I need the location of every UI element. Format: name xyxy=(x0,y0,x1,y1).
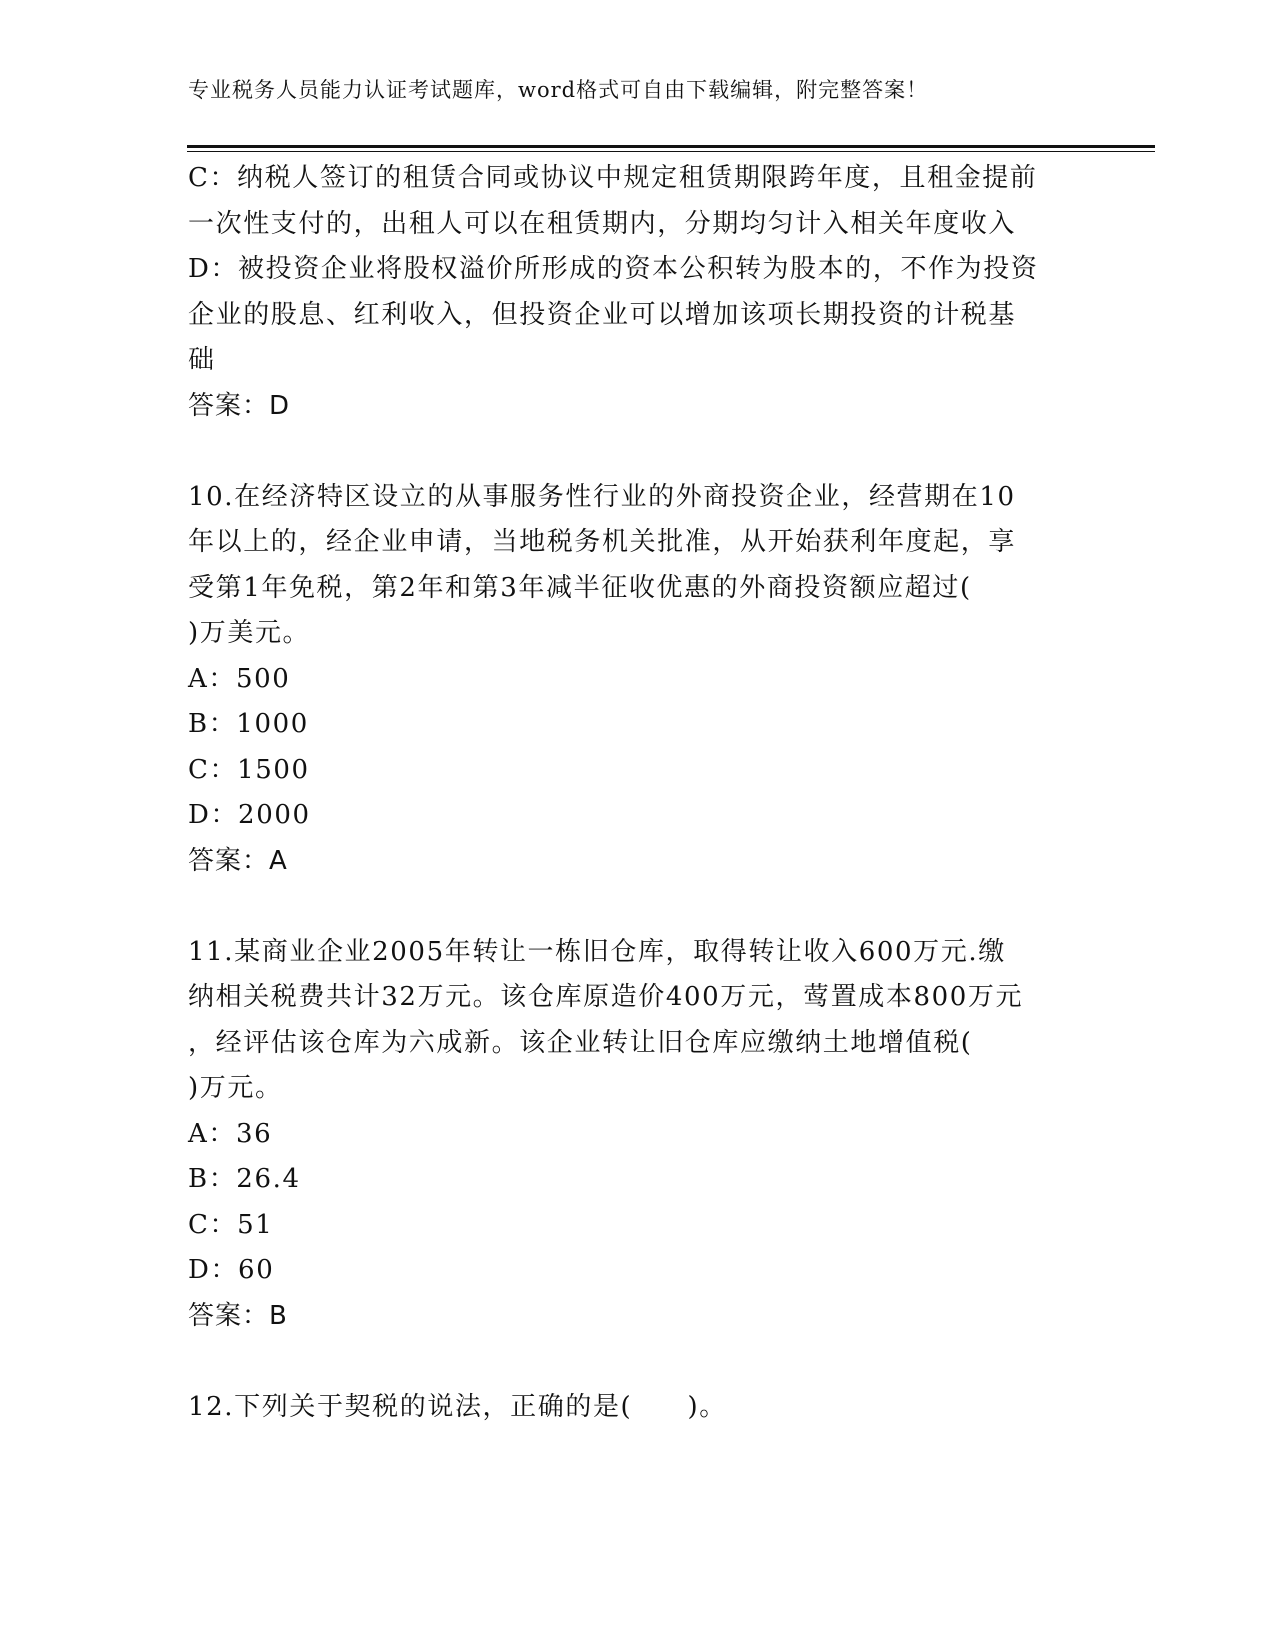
option-text-line: 企业的股息、红利收入，但投资企业可以增加该项长期投资的计税基 xyxy=(188,299,1017,330)
spacer xyxy=(188,429,1068,475)
option-text-line: 一次性支付的，出租人可以在租赁期内，分期均匀计入相关年度收入 xyxy=(188,208,1017,239)
header-rule-thin xyxy=(187,151,1155,152)
spacer xyxy=(188,1339,1068,1385)
option-b: B：1000 xyxy=(188,709,309,739)
header-rule-thick xyxy=(187,145,1155,148)
spacer xyxy=(188,884,1068,930)
question-stem-line: ，经评估该仓库为六成新。该企业转让旧仓库应缴纳土地增值税( xyxy=(188,1027,973,1058)
question-stem-line: 受第1年免税，第2年和第3年减半征收优惠的外商投资额应超过( xyxy=(188,572,972,603)
document-body xyxy=(188,156,1068,1430)
option-a: A：36 xyxy=(188,1118,273,1149)
option-text-line: C：纳税人签订的租赁合同或协议中规定租赁期限跨年度，且租金提前 xyxy=(188,163,1038,193)
option-c: C：1500 xyxy=(188,754,310,785)
answer-label: 答案：B xyxy=(188,1300,288,1331)
prev-question xyxy=(188,156,1068,429)
question-stem-line: 11.某商业企业2005年转让一栋旧仓库，取得转让收入600万元.缴 xyxy=(188,936,1006,967)
option-text-line: 础 xyxy=(188,345,216,375)
question-stem-line: )万美元。 xyxy=(188,618,311,648)
question-11 xyxy=(188,930,1068,1340)
option-d: D：60 xyxy=(188,1255,275,1285)
question-stem-line: 年以上的，经企业申请，当地税务机关批准，从开始获利年度起，享 xyxy=(188,527,1017,557)
option-c: C：51 xyxy=(188,1209,274,1240)
page-header: 专业税务人员能力认证考试题库，word格式可自由下载编辑，附完整答案！ xyxy=(188,78,929,102)
question-stem-line: 12.下列关于契税的说法，正确的是( )。 xyxy=(188,1391,727,1422)
option-b: B：26.4 xyxy=(188,1164,301,1194)
question-stem-line: 10.在经济特区设立的从事服务性行业的外商投资企业，经营期在10 xyxy=(188,481,1016,512)
answer-label: 答案：A xyxy=(188,845,288,876)
question-stem-line: 纳相关税费共计32万元。该仓库原造价400万元，莺置成本800万元 xyxy=(188,982,1024,1012)
question-stem-line: )万元。 xyxy=(188,1073,283,1103)
answer-label: 答案：D xyxy=(188,390,291,421)
option-a: A：500 xyxy=(188,663,291,694)
option-text-line: D：被投资企业将股权溢价所形成的资本公积转为股本的，不作为投资 xyxy=(188,254,1039,284)
question-10 xyxy=(188,475,1068,885)
option-d: D：2000 xyxy=(188,800,311,830)
question-12 xyxy=(188,1385,1068,1431)
